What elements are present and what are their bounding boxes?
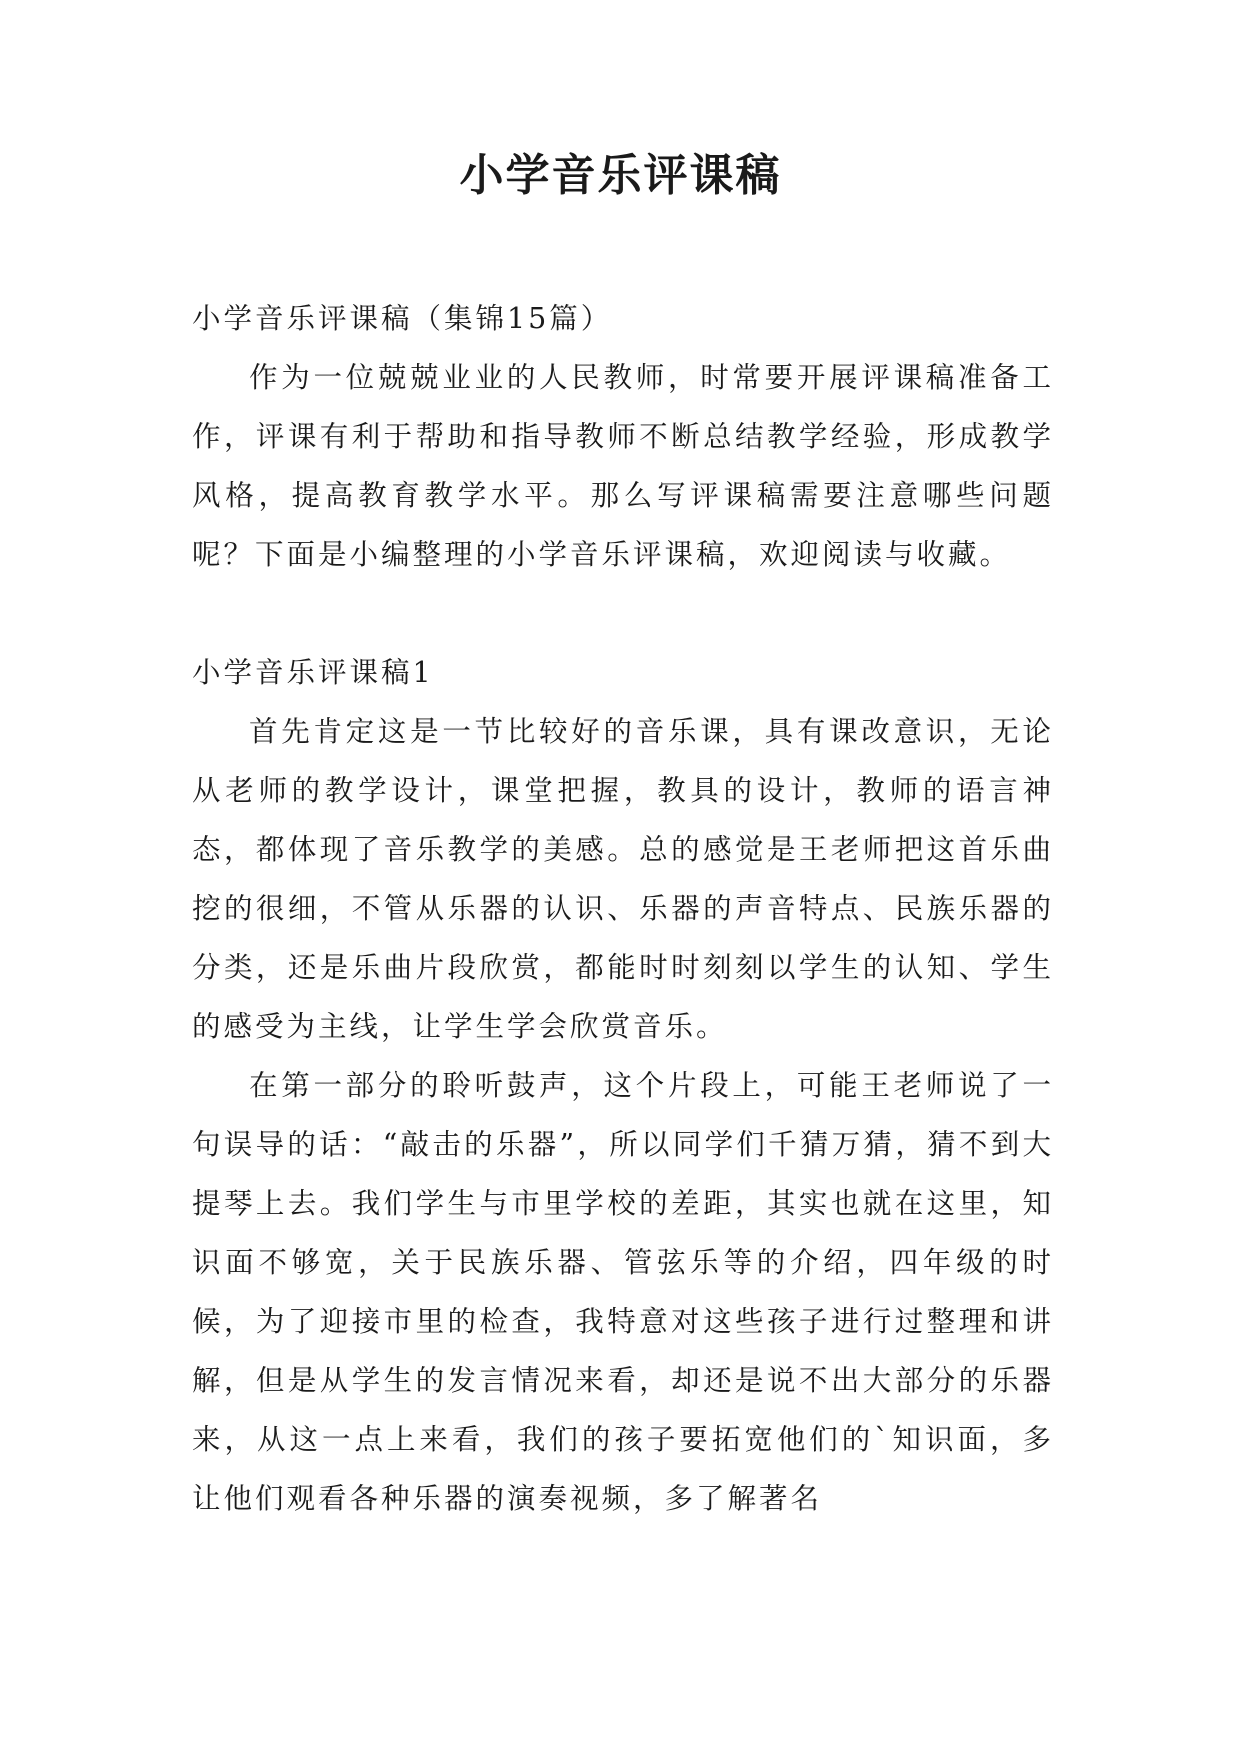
document-subtitle: 小学音乐评课稿（集锦15篇）: [192, 302, 613, 335]
section-heading: 小学音乐评课稿1: [192, 656, 434, 689]
body-paragraph: 首先肯定这是一节比较好的音乐课，具有课改意识，无论从老师的教学设计，课堂把握，教具的设计，教师的语言神态，都体现了音乐教学的美感。总的感觉是王老师把这首乐曲挖的很细，不管从乐器的认识、乐器的声音特点、民族乐器的分类，还是乐曲片段欣赏，都能时时刻刻以学生的认知、学生的感受为主线，让学生学会欣赏音乐。: [192, 715, 1054, 1043]
section-spacer: [192, 584, 1054, 643]
document-title: 小学音乐评课稿: [459, 150, 782, 201]
document-body: [192, 289, 1054, 1528]
intro-paragraph: 作为一位兢兢业业的人民教师，时常要开展评课稿准备工作，评课有利于帮助和指导教师不断总结教学经验，形成教学风格，提高教育教学水平。那么写评课稿需要注意哪些问题呢？下面是小编整理的小学音乐评课稿，欢迎阅读与收藏。: [192, 361, 1054, 571]
body-paragraph: 在第一部分的聆听鼓声，这个片段上，可能王老师说了一句误导的话：“敲击的乐器”，所以同学们千猜万猜，猜不到大提琴上去。我们学生与市里学校的差距，其实也就在这里，知识面不够宽，关于民族乐器、管弦乐等的介绍，四年级的时候，为了迎接市里的检查，我特意对这些孩子进行过整理和讲解，但是从学生的发言情况来看，却还是说不出大部分的乐器来，从这一点上来看，我们的孩子要拓宽他们的`知识面，多让他们观看各种乐器的演奏视频，多了解著名: [192, 1069, 1054, 1515]
